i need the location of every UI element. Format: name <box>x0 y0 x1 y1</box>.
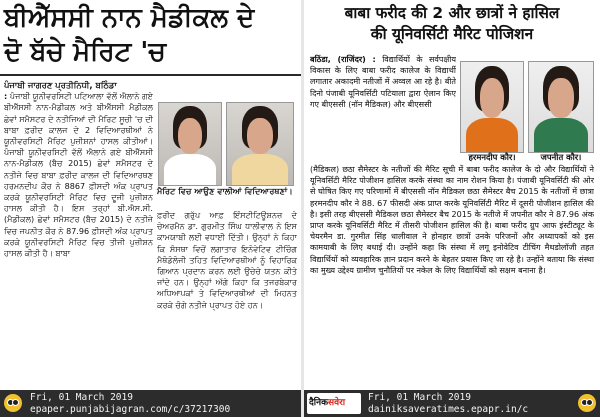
right-body-bottom: (मैडिकल) छठा सैमेस्टर के नतीजों की मैरिट सूची में बाबा फरीद कालेज के दो और विद्यार्थियों ने यूनिवर्सिटी मैरिट पोजीशन हासिल करके संस्था का नाम रोशन किया है। पंजाबी यूनिवर्सिटी की ओर से घोषित किए गए परिणामों में बीएससी नॉन मैडिकल छठा सैमेस्टर बैच 2015 के नतीजों में छात्रा हरमनदीप कौर ने 88. 67 फीसदी अंक प्राप्त करके यूनिवर्सिटी मैरिट में दूसरी पोजीशन हासिल की है। इसी तरह बीएससी मैडिकल छठा सैमेस्टर बैच 2015 के नतीजे में जपनीत कौर ने 87.96 अंक प्राप्त करके यूनिवर्सिटी मैरिट में तीसरी पोजीशन हासिल की है। बाबा फरीद ग्रुप आफ इंस्टीट्यूट के चेयरमैन डा. गुरमीत सिंह धालीवाल ने होनहार छात्रों उनके परिजनों और अध्यापकों को इस कामयाबी के लिए बधाई दी। उन्होंने कहा कि संस्था में लगू इनोवेटिव टीचिंग मैथडोलॉजी तहत विद्यार्थियों को व्यवहारिक ज्ञान प्रदान करने के बेहतर प्रयास किए जा रहे है। उन्होंने बताया कि संस्था का मुख्य उद्देश्य ग्रामीण चुनौतियों पर नकेल के लिए विद्यार्थियों को सक्षम बनाना है। <box>310 165 594 275</box>
left-headline-rule <box>0 74 301 76</box>
left-photo-japneet <box>226 102 294 186</box>
right-epaper-footer <box>304 390 600 417</box>
left-photo-harmandeep <box>158 102 222 186</box>
right-body-top <box>310 54 456 162</box>
right-caption-japneet: जपनीत कौर। <box>540 152 582 162</box>
owl-icon <box>578 394 596 412</box>
left-footer-url[interactable]: epaper.punjabijagran.com/c/37217300 <box>30 404 231 415</box>
right-caption-harmandeep: हरमनदीप कौर। <box>468 152 516 162</box>
right-byline: बठिंडा, (राजिंदर) : <box>310 55 376 64</box>
left-body-text: : ਪੰਜਾਬੀ ਯੂਨੀਵਰਸਿਟੀ ਪਟਿਆਲਾ ਵੱਲੋਂ ਐਲਾਨੇ ਗਏ ਬੀਐੱਸਸੀ ਨਾਨ-ਮੈਡੀਕਲ ਅਤੇ ਬੀਐੱਸਸੀ ਮੈਡੀਕਲ ਛੇਵਾਂ ਸਮੈਸਟਰ ਦੇ ਨਤੀਜਿਆਂ ਦੀ ਮੈਰਿਟ ਸੂਚੀ 'ਚ ਦੀ ਬਾਬਾ ਫ਼ਰੀਦ ਕਾਲਜ ਦੇ 2 ਵਿਦਿਆਰਥੀਆਂ ਨੇ ਯੂਨੀਵਰਸਿਟੀ ਮੈਰਿਟ ਪੁਜ਼ੀਸ਼ਨਾਂ ਹਾਸਲ ਕੀਤੀਆਂ। ਪੰਜਾਬੀ ਯੂਨੀਵਰਸਿਟੀ ਵੱਲੋਂ ਐਲਾਨੇ ਗਏ ਬੀਐੱਸਸੀ ਨਾਨ-ਮੈਡੀਕਲ (ਬੈਚ 2015) ਛੇਵਾਂ ਸਮੈਸਟਰ ਦੇ ਨਤੀਜੇ ਵਿਚ ਬਾਬਾ ਫ਼ਰੀਦ ਕਾਲਜ ਦੀ ਵਿਦਿਆਰਥਣ ਹਰਮਨਦੀਪ ਕੌਰ ਨੇ 8867 ਫ਼ੀਸਦੀ ਅੰਕ ਪ੍ਰਾਪਤ ਕਰਕੇ ਯੂਨੀਵਰਸਿਟੀ ਮੈਰਿਟ ਵਿਚ ਦੂਜੀ ਪੁਜ਼ੀਸ਼ਨ ਹਾਸਲ ਕੀਤੀ ਹੈ। ਇਸ ਤਰ੍ਹਾਂ ਬੀ.ਐਸ.ਸੀ. (ਮੈਡੀਕਲ) ਛੇਵਾਂ ਸਮੈਸਟਰ (ਬੈਚ 2015) ਦੇ ਨਤੀਜੇ ਵਿਚ ਜਪਨੀਤ ਕੌਰ ਨੇ 87.96 ਫ਼ੀਸਦੀ ਅੰਕ ਪ੍ਰਾਪਤ ਕਰਕੇ ਯੂਨੀਵਰਸਿਟੀ ਮੈਰਿਟ ਵਿਚ ਤੀਜੀ ਪੁਜ਼ੀਸ਼ਨ ਹਾਸਲ ਕੀਤੀ ਹੈ। ਬਾਬਾ <box>4 92 153 259</box>
left-epaper-footer <box>0 390 301 417</box>
right-headline-line1: बाबा फरीद की 2 और छात्रों ने हासिल <box>344 4 560 22</box>
right-body-top-text: विद्यार्थियों के सर्वपक्षीय विकास के लिए बाबा फरीद कालेज के विद्यार्थी लगातार अकादमी नतीजों में अव्वल आ रहे है। बीते दिनो पंजाबी यूनिवर्सिटी पटियाला द्वारा ऐलान किए गए बीएससी (नॉन मैडिकल) और बीएससी <box>310 55 456 109</box>
right-photo-harmandeep <box>460 61 524 153</box>
left-headline-line2: ਦੋ ਬੱਚੇ ਮੈਰਿਟ 'ਚ <box>4 37 166 67</box>
left-photo-caption: ਮੈਰਿਟ ਵਿਚ ਆਉਣ ਵਾਲੀਆਂ ਵਿਦਿਆਰਥਣਾਂ। <box>157 186 293 196</box>
right-headline-line2: की यूनिवर्सिटी मैरिट पोजिशन <box>370 25 534 43</box>
owl-icon <box>4 394 22 412</box>
left-caption-continued: ਫ਼ਰੀਦ ਗਰੁੱਪ ਆਫ਼ ਇੰਸਟੀਟਿਊਸ਼ਨਜ਼ ਦੇ ਚੇਅਰਮੈਨ ਡਾ. ਗੁਰਮੀਤ ਸਿੰਘ ਧਾਲੀਵਾਲ ਨੇ ਇਸ ਕਾਮਯਾਬੀ ਲਈ ਵਧਾਈ ਦਿੱਤੀ। ਉਨ੍ਹਾਂ ਨੇ ਕਿਹਾ ਕਿ ਸੰਸਥਾ ਵਿਚੋਂ ਲਗਾਤਾਰ ਇਨੋਵੇਟਿਵ ਟੀਚਿੰਗ ਮੈਥੋਡੋਲੋਜੀ ਤਹਿਤ ਵਿਦਿਆਰਥੀਆਂ ਨੂੰ ਵਿਹਾਰਿਕ ਗਿਆਨ ਪ੍ਰਦਾਨ ਕਰਨ ਲਈ ਉਚੇਚੇ ਯਤਨ ਕੀਤੇ ਜਾਂਦੇ ਹਨ। ਉਨ੍ਹਾਂ ਅੱਗੇ ਕਿਹਾ ਕਿ ਤਜਰਬੇਕਾਰ ਅਧਿਆਪਕਾਂ ਤੇ ਵਿਦਿਆਰਥੀਆਂ ਦੀ ਮਿਹਨਤ ਕਰਕੇ ਚੰਗੇ ਨਤੀਜੇ ਪ੍ਰਾਪਤ ਹੋਏ ਹਨ। <box>157 211 297 310</box>
right-footer-url[interactable]: dainiksaveratimes.epapr.in/c <box>368 404 529 415</box>
left-headline-line1: ਬੀਐੱਸਸੀ ਨਾਨ ਮੈਡੀਕਲ ਦੇ <box>4 3 255 33</box>
dainik-savera-logo: दैनिकसवेरा <box>307 393 361 414</box>
left-byline: ਪੰਜਾਬੀ ਜਾਗਰਣ ਪ੍ਰਤੀਨਿਧੀ, ਬਠਿੰਡਾ <box>4 80 117 90</box>
left-body-column <box>4 80 153 387</box>
right-footer-date: Fri, 01 March 2019 <box>368 392 471 403</box>
right-newspaper-clipping <box>304 0 600 417</box>
right-photo-japneet <box>528 61 594 153</box>
left-footer-date: Fri, 01 March 2019 <box>30 392 133 403</box>
